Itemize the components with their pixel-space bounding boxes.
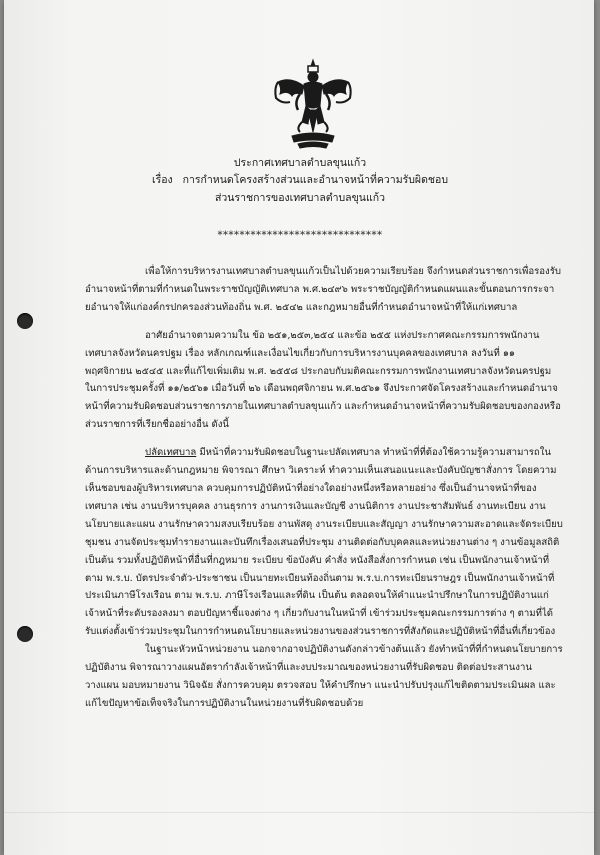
subject-label: เรื่อง (151, 174, 173, 186)
punch-hole (17, 313, 33, 329)
subject-line (0, 171, 600, 188)
document-body (85, 263, 563, 713)
punch-hole (17, 626, 33, 642)
paragraph-authority: อาศัยอำนาจตามความใน ข้อ ๒๕๑,๒๕๓,๒๕๔ และข้อ ๒๕๕ แห่งประกาศคณะกรรมการพนักงานเทศบาลจังหวัดนครปฐม เรื่อง หลักเกณฑ์และเงื่อนไขเกี่ยวกับการบริหารงานบุคคลของเทศบาล ลงวันที่ ๑๑ พฤศจิกายน ๒๕๔๕ และที่แก้ไขเพิ่มเติม พ.ศ. ๒๕๕๘ ประกอบกับมติคณะกรรมการพนักงานเทศบาลจังหวัดนครปฐม ในการประชุมครั้งที่ ๑๑/๒๕๖๑ เมื่อวันที่ ๒๖ เดือนพฤศจิกายน พ.ศ.๒๕๖๑ จึงประกาศจัดโครงสร้างและกำหนดอำนาจหน้าที่ความรับผิดชอบส่วนราชการภายในเทศบาลตำบลขุนแก้ว และกำหนดอำนาจหน้าที่ความรับผิดชอบของกองหรือส่วนราชการที่เรียกชื่ออย่างอื่น ดังนี้ (85, 329, 561, 431)
announcement-title: ประกาศเทศบาลตำบลขุนแก้ว (233, 157, 367, 169)
paragraph-closing: ในฐานะหัวหน้าหน่วยงาน นอกจากอาจปฏิบัติงานดังกล่าวข้างต้นแล้ว ยังทำหน้าที่ที่กำหนดนโยบายการปฏิบัติงาน พิจารณาวางแผนอัตรากำลังเจ้าหน้าที่และงบประมาณของหน่วยงานที่รับผิดชอบ ติดต่อประสานงาน วางแผน มอบหมายงาน วินิจฉัย สั่งการควบคุม ตรวจสอบ ให้คำปรึกษา แนะนำปรับปรุงแก้ไขติดตามประเมินผล และแก้ไขปัญหาข้อเท็จจริงในการปฏิบัติงานในหน่วยงานที่รับผิดชอบด้วย (85, 644, 563, 709)
paper-fold-line (4, 812, 594, 813)
divider-stars: ****************************** (217, 230, 383, 241)
subject-text: การกำหนดโครงสร้างส่วนและอำนาจหน้าที่ความรับผิดชอบ (182, 174, 449, 186)
garuda-emblem-icon (272, 58, 354, 150)
role-description: มีหน้าที่ความรับผิดชอบในฐานะปลัดเทศบาล ทำหน้าที่ที่ต้องใช้ความรู้ความสามารถในด้านการบริหารและด้านกฎหมาย พิจารณา ศึกษา วิเคราะห์ ทำความเห็นเสนอแนะและบังคับบัญชาสั่งการ โดยความเห็นชอบของผู้บริหารเทศบาล ควบคุมการปฏิบัติหน้าที่อย่างใดอย่างหนึ่งหรือหลายอย่าง ซึ่งเป็นอำนาจหน้าที่ของเทศบาล เช่น งานบริหารบุคคล งานธุรการ งานการเงินและบัญชี งานนิติการ งานประชาสัมพันธ์ งานทะเบียน งานนโยบายและแผน งานรักษาความสงบเรียบร้อย งานพัสดุ งานระเบียบและสัญญา งานรักษาความสะอาดและจัดระเบียบชุมชน งานจัดประชุมทำรายงานและบันทึกเรื่องเสนอที่ประชุม งานติดต่อกับบุคคลและหน่วยงานต่าง ๆ งานข้อมูลสถิติ เป็นต้น รวมทั้งปฏิบัติหน้าที่อื่นที่กฎหมาย ระเบียบ ข้อบังคับ คำสั่ง หนังสือสั่งการกำหนด เช่น เป็นพนักงานเจ้าหน้าที่ ตาม พ.ร.บ. บัตรประจำตัว-ประชาชน เป็นนายทะเบียนท้องถิ่นตาม พ.ร.บ.การทะเบียนราษฎร เป็นพนักงานเจ้าหน้าที่ประเมินภาษีโรงเรือน ตาม พ.ร.บ. ภาษีโรงเรือนและที่ดิน เป็นต้น ตลอดจนให้คำแนะนำปรึกษาในการปฏิบัติงานแก่เจ้าหน้าที่ระดับรองลงมา ตอบปัญหาชี้แจงต่าง ๆ เกี่ยวกับงานในหน้าที่ เข้าร่วมประชุมคณะกรรมการต่าง ๆ ตามที่ได้รับแต่งตั้งเข้าร่วมประชุมในการกำหนดนโยบายและหน่วยงานของส่วนราชการที่สังกัดและปฏิบัติหน้าที่อื่นที่เกี่ยวข้อง (85, 447, 563, 638)
role-title: ปลัดเทศบาล (145, 447, 197, 459)
paragraph-role (85, 444, 563, 641)
subject-line-2: ส่วนราชการของเทศบาลตำบลขุนแก้ว (214, 192, 385, 204)
paragraph-intro: เพื่อให้การบริหารงานเทศบาลตำบลขุนแก้วเป็นไปด้วยความเรียบร้อย จึงกำหนดส่วนราชการเพื่อรองรับอำนาจหน้าที่ตามที่กำหนดในพระราชบัญญัติเทศบาล พ.ศ.๒๔๙๖ พระราชบัญญัติกำหนดแผนและขั้นตอนการกระจายอำนาจให้แก่องค์กรปกครองส่วนท้องถิ่น พ.ศ. ๒๕๔๒ และกฎหมายอื่นที่กำหนดอำนาจหน้าที่ให้แก่เทศบาล (85, 266, 561, 313)
